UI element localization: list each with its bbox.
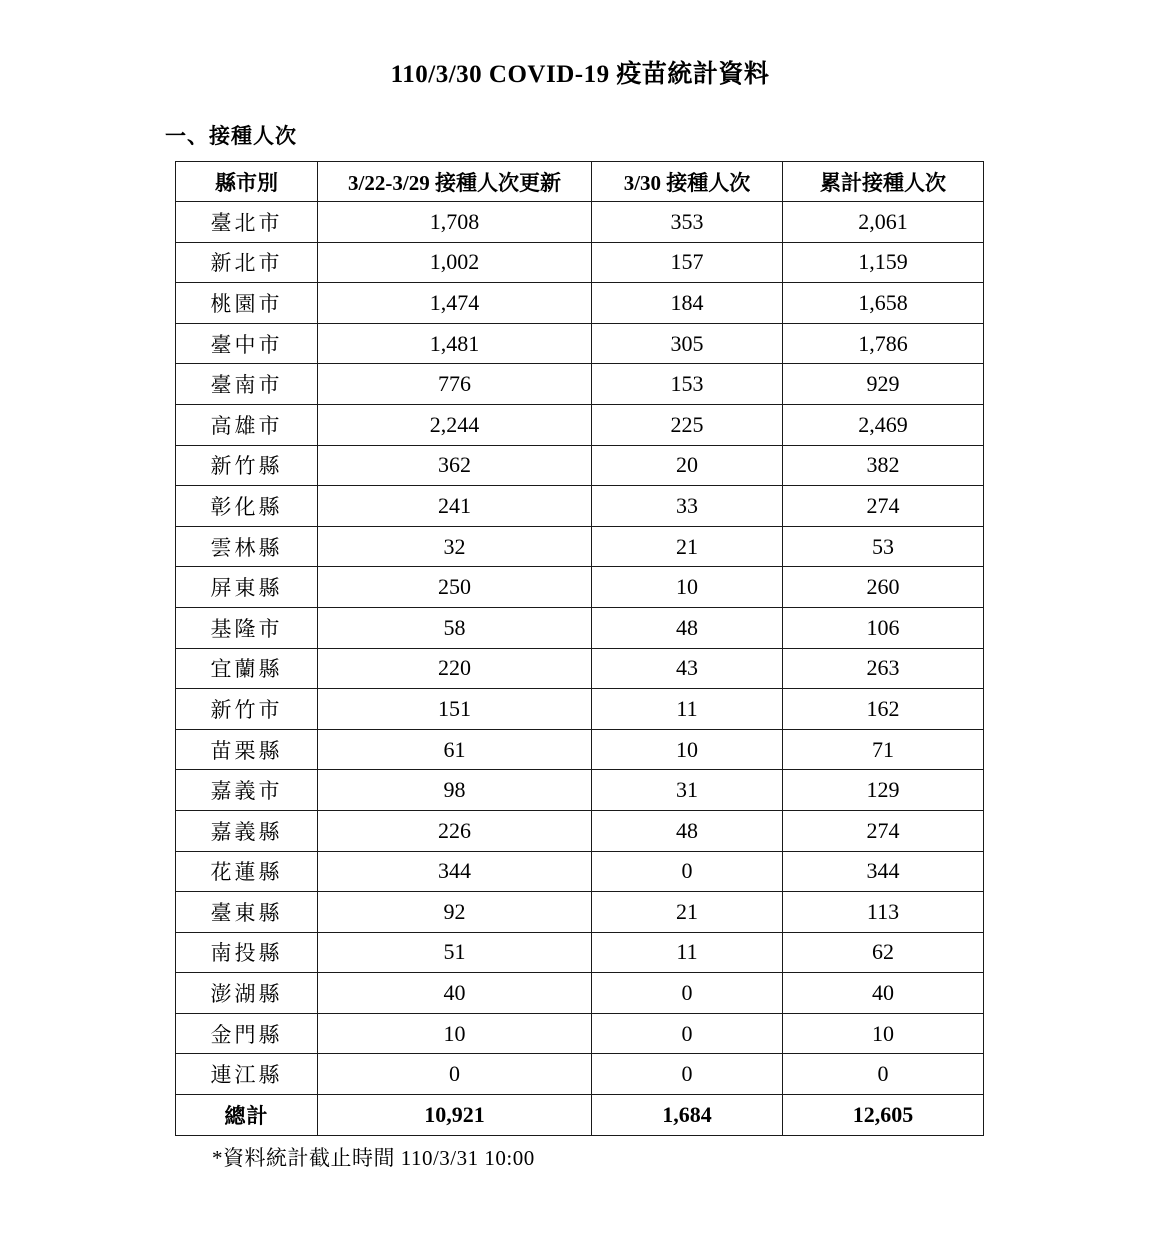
- day-count-cell: 353: [592, 202, 783, 243]
- total-day-count-cell: 1,684: [592, 1095, 783, 1136]
- region-cell: 屏東縣: [176, 567, 318, 608]
- region-cell: 彰化縣: [176, 486, 318, 527]
- total-region-cell: 總計: [176, 1095, 318, 1136]
- column-header-week-update: 3/22-3/29 接種人次更新: [318, 162, 592, 202]
- day-count-cell: 11: [592, 689, 783, 730]
- day-count-cell: 184: [592, 283, 783, 324]
- cumulative-cell: 129: [783, 770, 984, 811]
- day-count-cell: 48: [592, 607, 783, 648]
- week-update-cell: 58: [318, 607, 592, 648]
- week-update-cell: 61: [318, 729, 592, 770]
- cumulative-cell: 263: [783, 648, 984, 689]
- day-count-cell: 0: [592, 851, 783, 892]
- table-row: [176, 689, 984, 730]
- cumulative-cell: 106: [783, 607, 984, 648]
- table-row: [176, 202, 984, 243]
- footnote: *資料統計截止時間 110/3/31 10:00: [212, 1146, 535, 1170]
- total-row: [176, 1095, 984, 1136]
- week-update-cell: 92: [318, 892, 592, 933]
- table-row: [176, 445, 984, 486]
- day-count-cell: 33: [592, 486, 783, 527]
- region-cell: 新竹縣: [176, 445, 318, 486]
- table-row: [176, 1054, 984, 1095]
- table-row: [176, 729, 984, 770]
- day-count-cell: 225: [592, 404, 783, 445]
- cumulative-cell: 162: [783, 689, 984, 730]
- day-count-cell: 31: [592, 770, 783, 811]
- region-cell: 嘉義縣: [176, 810, 318, 851]
- column-header-cumulative: 累計接種人次: [783, 162, 984, 202]
- cumulative-cell: 113: [783, 892, 984, 933]
- day-count-cell: 48: [592, 810, 783, 851]
- table-row: [176, 526, 984, 567]
- region-cell: 花蓮縣: [176, 851, 318, 892]
- region-cell: 新竹市: [176, 689, 318, 730]
- table-row: [176, 283, 984, 324]
- total-week-update-cell: 10,921: [318, 1095, 592, 1136]
- table-row: [176, 364, 984, 405]
- table-row: [176, 323, 984, 364]
- region-cell: 南投縣: [176, 932, 318, 973]
- table-row: [176, 770, 984, 811]
- column-header-region: 縣市別: [176, 162, 318, 202]
- day-count-cell: 305: [592, 323, 783, 364]
- table-row: [176, 486, 984, 527]
- week-update-cell: 250: [318, 567, 592, 608]
- table-row: [176, 1013, 984, 1054]
- cumulative-cell: 260: [783, 567, 984, 608]
- week-update-cell: 1,002: [318, 242, 592, 283]
- table-body: [176, 202, 984, 1136]
- week-update-cell: 776: [318, 364, 592, 405]
- week-update-cell: 98: [318, 770, 592, 811]
- day-count-cell: 21: [592, 892, 783, 933]
- week-update-cell: 1,481: [318, 323, 592, 364]
- day-count-cell: 0: [592, 973, 783, 1014]
- table-row: [176, 648, 984, 689]
- table-row: [176, 851, 984, 892]
- week-update-cell: 32: [318, 526, 592, 567]
- cumulative-cell: 2,469: [783, 404, 984, 445]
- cumulative-cell: 1,658: [783, 283, 984, 324]
- cumulative-cell: 929: [783, 364, 984, 405]
- region-cell: 苗栗縣: [176, 729, 318, 770]
- total-cumulative-cell: 12,605: [783, 1095, 984, 1136]
- day-count-cell: 20: [592, 445, 783, 486]
- table-row: [176, 607, 984, 648]
- cumulative-cell: 382: [783, 445, 984, 486]
- day-count-cell: 21: [592, 526, 783, 567]
- table-row: [176, 892, 984, 933]
- week-update-cell: 362: [318, 445, 592, 486]
- table-row: [176, 242, 984, 283]
- cumulative-cell: 1,786: [783, 323, 984, 364]
- table-row: [176, 404, 984, 445]
- table-header-row: [176, 162, 984, 202]
- region-cell: 宜蘭縣: [176, 648, 318, 689]
- region-cell: 雲林縣: [176, 526, 318, 567]
- week-update-cell: 151: [318, 689, 592, 730]
- cumulative-cell: 62: [783, 932, 984, 973]
- day-count-cell: 10: [592, 729, 783, 770]
- week-update-cell: 1,474: [318, 283, 592, 324]
- cumulative-cell: 1,159: [783, 242, 984, 283]
- cumulative-cell: 2,061: [783, 202, 984, 243]
- cumulative-cell: 40: [783, 973, 984, 1014]
- region-cell: 高雄市: [176, 404, 318, 445]
- cumulative-cell: 274: [783, 486, 984, 527]
- week-update-cell: 40: [318, 973, 592, 1014]
- section-heading: 一、接種人次: [165, 124, 297, 148]
- region-cell: 臺北市: [176, 202, 318, 243]
- region-cell: 新北市: [176, 242, 318, 283]
- week-update-cell: 0: [318, 1054, 592, 1095]
- day-count-cell: 0: [592, 1013, 783, 1054]
- region-cell: 桃園市: [176, 283, 318, 324]
- region-cell: 基隆市: [176, 607, 318, 648]
- region-cell: 臺南市: [176, 364, 318, 405]
- vaccination-table: [175, 161, 984, 1136]
- week-update-cell: 10: [318, 1013, 592, 1054]
- week-update-cell: 226: [318, 810, 592, 851]
- region-cell: 澎湖縣: [176, 973, 318, 1014]
- day-count-cell: 10: [592, 567, 783, 608]
- table-row: [176, 973, 984, 1014]
- region-cell: 金門縣: [176, 1013, 318, 1054]
- region-cell: 連江縣: [176, 1054, 318, 1095]
- week-update-cell: 220: [318, 648, 592, 689]
- cumulative-cell: 10: [783, 1013, 984, 1054]
- week-update-cell: 1,708: [318, 202, 592, 243]
- day-count-cell: 0: [592, 1054, 783, 1095]
- week-update-cell: 2,244: [318, 404, 592, 445]
- week-update-cell: 344: [318, 851, 592, 892]
- week-update-cell: 241: [318, 486, 592, 527]
- column-header-day: 3/30 接種人次: [592, 162, 783, 202]
- table-row: [176, 932, 984, 973]
- day-count-cell: 153: [592, 364, 783, 405]
- table-row: [176, 810, 984, 851]
- region-cell: 臺中市: [176, 323, 318, 364]
- cumulative-cell: 274: [783, 810, 984, 851]
- table-row: [176, 567, 984, 608]
- region-cell: 嘉義市: [176, 770, 318, 811]
- day-count-cell: 157: [592, 242, 783, 283]
- day-count-cell: 43: [592, 648, 783, 689]
- week-update-cell: 51: [318, 932, 592, 973]
- cumulative-cell: 344: [783, 851, 984, 892]
- day-count-cell: 11: [592, 932, 783, 973]
- cumulative-cell: 71: [783, 729, 984, 770]
- document-title: 110/3/30 COVID-19 疫苗統計資料: [390, 61, 770, 88]
- cumulative-cell: 53: [783, 526, 984, 567]
- cumulative-cell: 0: [783, 1054, 984, 1095]
- region-cell: 臺東縣: [176, 892, 318, 933]
